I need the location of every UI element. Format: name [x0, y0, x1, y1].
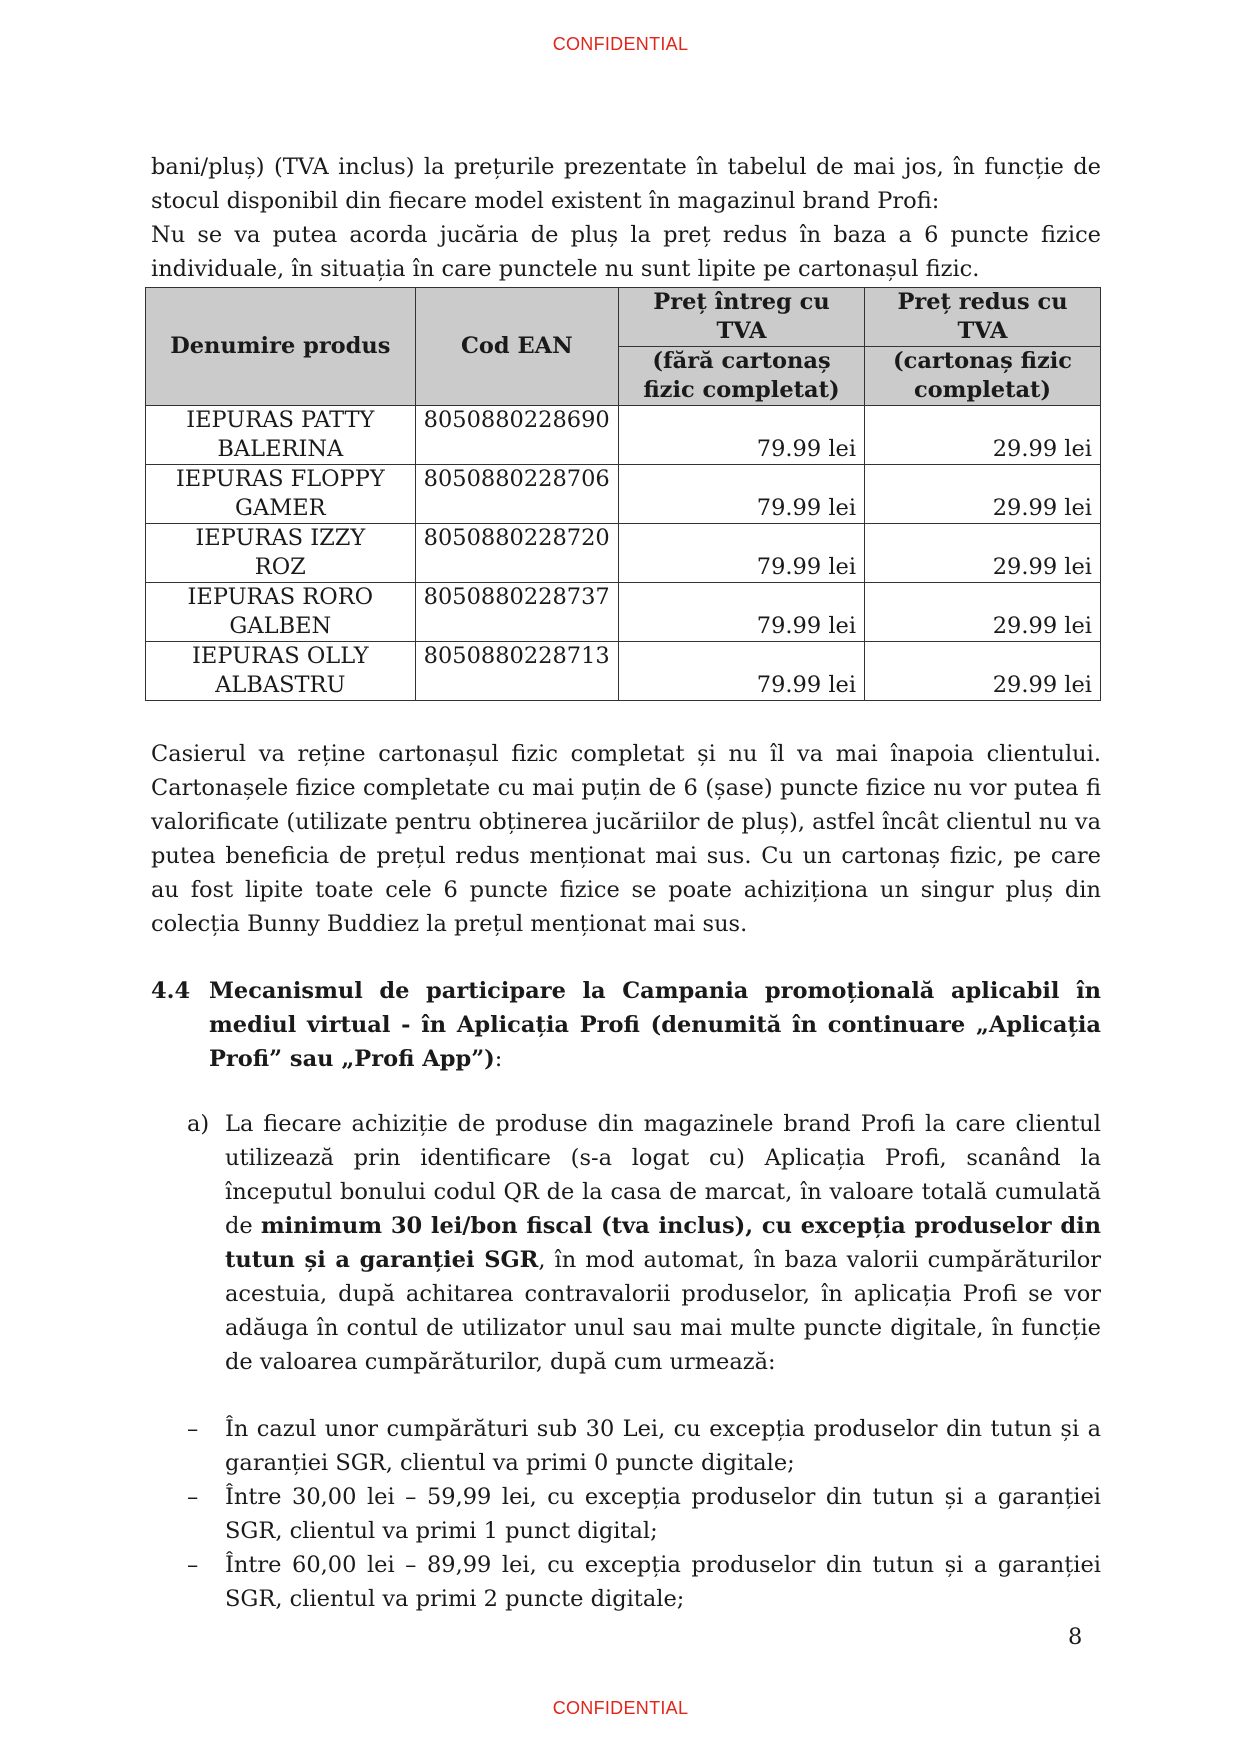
dash-marker: –	[187, 1416, 199, 1442]
list-item-text: La fiecare achiziție de produse din magazinele brand Profi la care clientul utilizează prin identificare (s-a logat cu) Aplicația Profi, scanând la începutul bonului codul QR de la casa de marcat, în valoare totală cumulată de minimum 30 lei/bon fiscal (tva inclus), cu excepția produselor din tutun și a garanției SGR, în mod automat, în baza valorii cumpărăturilor acestuia, după achitarea contravalorii produselor, în aplicația Profi se vor adăuga în contul de utilizator unul sau mai multe puncte digitale, în funcție de valoarea cumpărăturilor, după cum urmează:	[225, 1111, 1102, 1375]
table-row	[146, 406, 1101, 465]
confidential-footer: CONFIDENTIAL	[552, 1698, 689, 1718]
full-price: 79.99 lei	[618, 465, 864, 524]
reduced-price: 29.99 lei	[865, 524, 1101, 583]
dash-marker: –	[187, 1484, 199, 1510]
full-price: 79.99 lei	[618, 524, 864, 583]
product-ean: 8050880228720	[415, 524, 618, 583]
table-row	[146, 524, 1101, 583]
after-table-paragraph: Casierul va reține cartonașul fizic completat și nu îl va mai înapoia clientului. Cartonașele fizice completate cu mai puțin de 6 (șase) puncte fizice nu vor putea fi valorificate (utilizate pentru obținerea jucăriilor de pluș), astfel încât clientul nu va putea beneficia de prețul redus menționat mai sus. Cu un cartonaș fizic, pe care au fost lipite toate cele 6 puncte fizice se poate achiziționa un singur pluș din colecția Bunny Buddiez la prețul menționat mai sus.	[151, 741, 1102, 937]
product-name: IEPURAS FLOPPY GAMER	[146, 465, 416, 524]
full-price: 79.99 lei	[618, 406, 864, 465]
table-row	[146, 583, 1101, 642]
after-table-block	[151, 737, 1101, 941]
confidential-header: CONFIDENTIAL	[552, 34, 689, 54]
list-item: – Între 60,00 lei – 89,99 lei, cu excepția produselor din tutun și a garanției SGR, clientul va primi 2 puncte digitale;	[187, 1548, 1101, 1616]
intro-block	[151, 150, 1101, 286]
bullet-list	[187, 1412, 1101, 1616]
reduced-price: 29.99 lei	[865, 583, 1101, 642]
product-ean: 8050880228690	[415, 406, 618, 465]
product-name: IEPURAS PATTY BALERINA	[146, 406, 416, 465]
list-item: – Între 30,00 lei – 59,99 lei, cu excepția produselor din tutun și a garanției SGR, clientul va primi 1 punct digital;	[187, 1480, 1101, 1548]
full-price: 79.99 lei	[618, 583, 864, 642]
products-table	[145, 287, 1101, 701]
page-number: 8	[1068, 1624, 1083, 1650]
section-number: 4.4	[151, 978, 191, 1004]
list-marker: a)	[187, 1111, 210, 1137]
header-reduced-price: Preț redus cu TVA	[865, 288, 1101, 347]
intro-note: Nu se va putea acorda jucăria de pluș la preț redus în baza a 6 puncte fizice individuale, în situația în care punctele nu sunt lipite pe cartonașul fizic.	[151, 222, 1101, 282]
full-price: 79.99 lei	[618, 642, 864, 701]
header-full-price-sub: (fără cartonaș fizic completat)	[618, 347, 864, 406]
product-ean: 8050880228706	[415, 465, 618, 524]
product-ean: 8050880228713	[415, 642, 618, 701]
header-ean: Cod EAN	[415, 288, 618, 406]
product-ean: 8050880228737	[415, 583, 618, 642]
reduced-price: 29.99 lei	[865, 642, 1101, 701]
table-row	[146, 642, 1101, 701]
list-item-a	[187, 1107, 1101, 1379]
table-row	[146, 465, 1101, 524]
header-reduced-price-sub: (cartonaș fizic completat)	[865, 347, 1101, 406]
section-heading	[151, 974, 1101, 1076]
header-product-name: Denumire produs	[146, 288, 416, 406]
dash-marker: –	[187, 1552, 199, 1578]
intro-paragraph: bani/pluș) (TVA inclus) la prețurile prezentate în tabelul de mai jos, în funcție de stocul disponibil din fiecare model existent în magazinul brand Profi:	[151, 154, 1101, 214]
product-name: IEPURAS OLLY ALBASTRU	[146, 642, 416, 701]
list-item: – În cazul unor cumpărături sub 30 Lei, cu excepția produselor din tutun și a garanției SGR, clientul va primi 0 puncte digitale;	[187, 1412, 1101, 1480]
header-full-price: Preț întreg cu TVA	[618, 288, 864, 347]
section-title: Mecanismul de participare la Campania promoțională aplicabil în mediul virtual - în Aplicația Profi (denumită în continuare „Aplicația Profi” sau „Profi App”):	[209, 978, 1101, 1072]
product-name: IEPURAS IZZY ROZ	[146, 524, 416, 583]
reduced-price: 29.99 lei	[865, 465, 1101, 524]
reduced-price: 29.99 lei	[865, 406, 1101, 465]
product-name: IEPURAS RORO GALBEN	[146, 583, 416, 642]
